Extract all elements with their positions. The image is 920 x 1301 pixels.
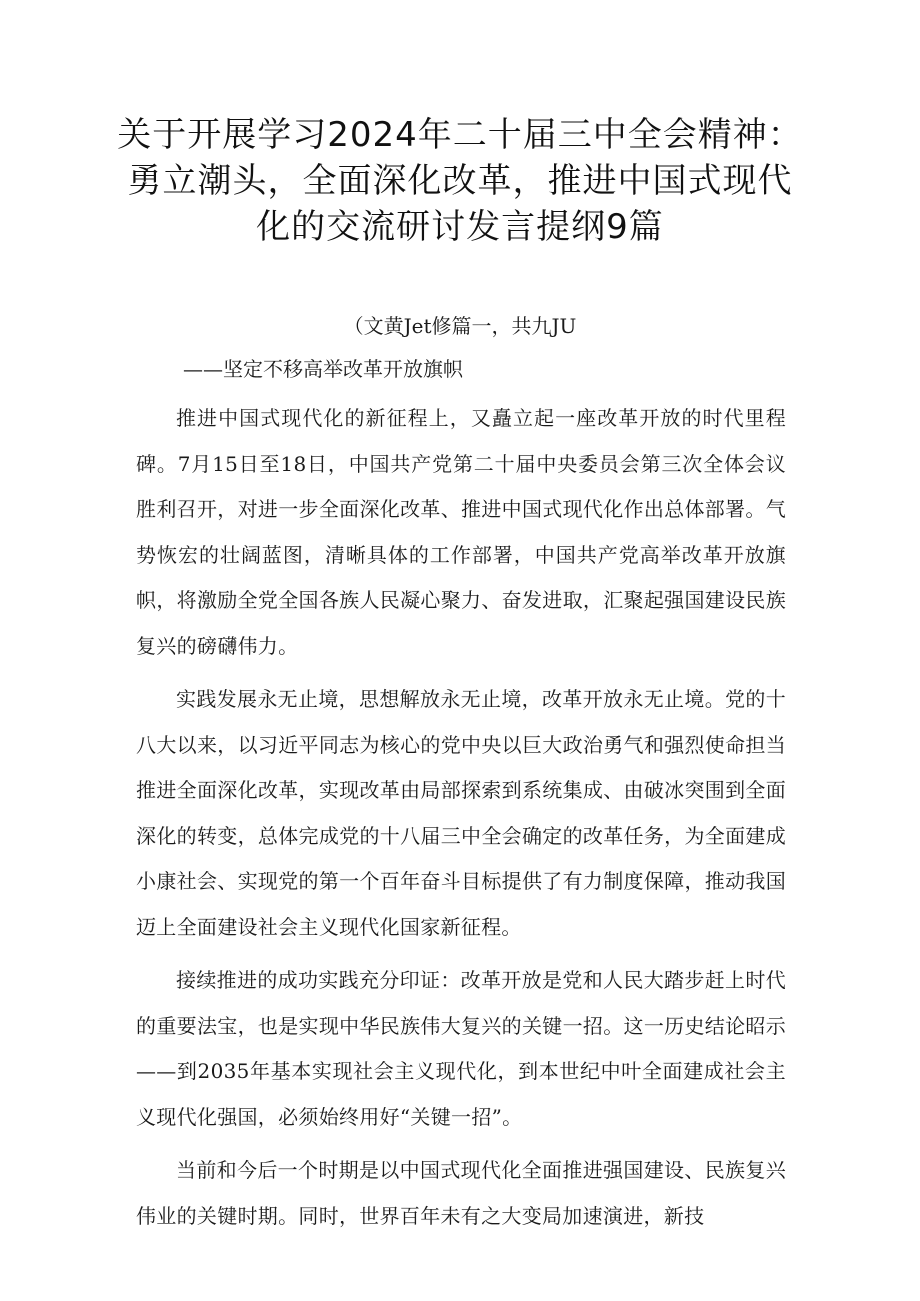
title-line: 勇立潮头，全面深化改革，推进中国式现代 [127,161,793,201]
document-title [110,112,810,250]
document-subtitle: （文黄Jet修篇一，共九JU [343,314,577,338]
title-line: 关于开展学习2024年二十届三中全会精神： [117,115,803,155]
body-paragraph: 实践发展永无止境，思想解放永无止境，改革开放永无止境。党的十八大以来，以习近平同志为核心的党中央以巨大政治勇气和强烈使命担当推进全面深化改革，实现改革由局部探索到系统集成、由破冰突围到全面深化的转变，总体完成党的十八届三中全会确定的改革任务，为全面建成小康社会、实现党的第一个百年奋斗目标提供了有力制度保障，推动我国迈上全面建设社会主义现代化国家新征程。 [136,687,786,939]
title-line: 化的交流研讨发言提纲9篇 [256,207,664,247]
section-heading: ——坚定不移高举改革开放旗帜 [183,357,463,381]
body-paragraph: 推进中国式现代化的新征程上，又矗立起一座改革开放的时代里程碑。7月15日至18日，中国共产党第二十届中央委员会第三次全体会议胜利召开，对进一步全面深化改革、推进中国式现代化作出总体部署。气势恢宏的壮阔蓝图，清晰具体的工作部署，中国共产党高举改革开放旗帜，将激励全党全国各族人民凝心聚力、奋发进取，汇聚起强国建设民族复兴的磅礴伟力。 [136,406,786,658]
document-body [136,396,786,1239]
body-paragraph: 当前和今后一个时期是以中国式现代化全面推进强国建设、民族复兴伟业的关键时期。同时，世界百年未有之大变局加速演进，新技 [136,1158,786,1228]
body-paragraph: 接续推进的成功实践充分印证：改革开放是党和人民大踏步赶上时代的重要法宝，也是实现中华民族伟大复兴的关键一招。这一历史结论昭示——到2035年基本实现社会主义现代化，到本世纪中叶全面建成社会主义现代化强国，必须始终用好“关键一招”。 [136,968,786,1129]
